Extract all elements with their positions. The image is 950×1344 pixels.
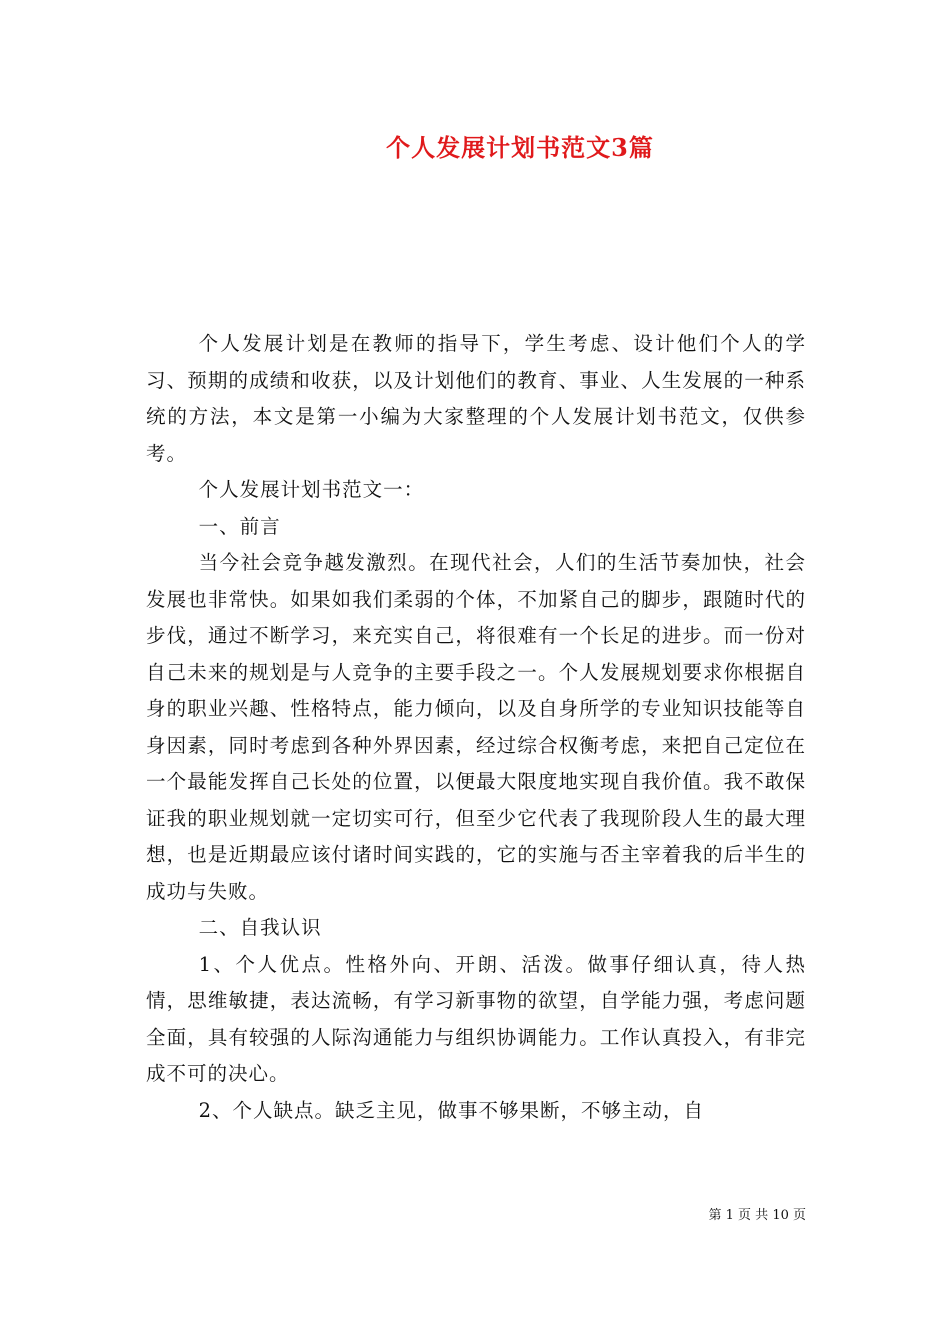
paragraph-heading-preface: 一、前言 [198,514,281,538]
paragraph-preface: 当今社会竞争越发激烈。在现代社会，人们的生活节奏加快，社会发展也非常快。如果如我们柔弱的个体，不加紧自己的脚步，跟随时代的步伐，通过不断学习，来充实自己，将很难有一个长足的进步。而一份对自己未来的规划是与人竞争的主要手段之一。个人发展规划要求你根据自身的职业兴趣、性格特点，能力倾向，以及自身所学的专业知识技能等自身因素，同时考虑到各种外界因素，经过综合权衡考虑，来把自己定位在一个最能发挥自己长处的位置，以便最大限度地实现自我价值。我不敢保证我的职业规划就一定切实可行，但至少它代表了我现阶段人生的最大理想，也是近期最应该付诸时间实践的，它的实施与否主宰着我的后半生的成功与失败。 [146,551,806,903]
paragraph-section-heading: 个人发展计划书范文一： [198,478,425,501]
paragraph-weaknesses: 2、个人缺点。缺乏主见，做事不够果断，不够主动，自 [198,1098,705,1122]
page-number-footer: 第 1 页 共 10 页 [708,1208,806,1223]
paragraph-intro: 个人发展计划是在教师的指导下，学生考虑、设计他们个人的学习、预期的成绩和收获，以及计划他们的教育、事业、人生发展的一种系统的方法，本文是第一小编为大家整理的个人发展计划书范文，仅供参考。 [146,332,806,465]
paragraph-heading-self-knowledge: 二、自我认识 [198,916,322,939]
document-body [146,326,806,1129]
paragraph-strengths: 1、个人优点。性格外向、开朗、活泼。做事仔细认真，待人热情，思维敏捷，表达流畅，有学习新事物的欲望，自学能力强，考虑问题全面，具有较强的人际沟通能力与组织协调能力。工作认真投入，有非完成不可的决心。 [146,952,806,1085]
document-title: 个人发展计划书范文3篇 [386,133,654,162]
